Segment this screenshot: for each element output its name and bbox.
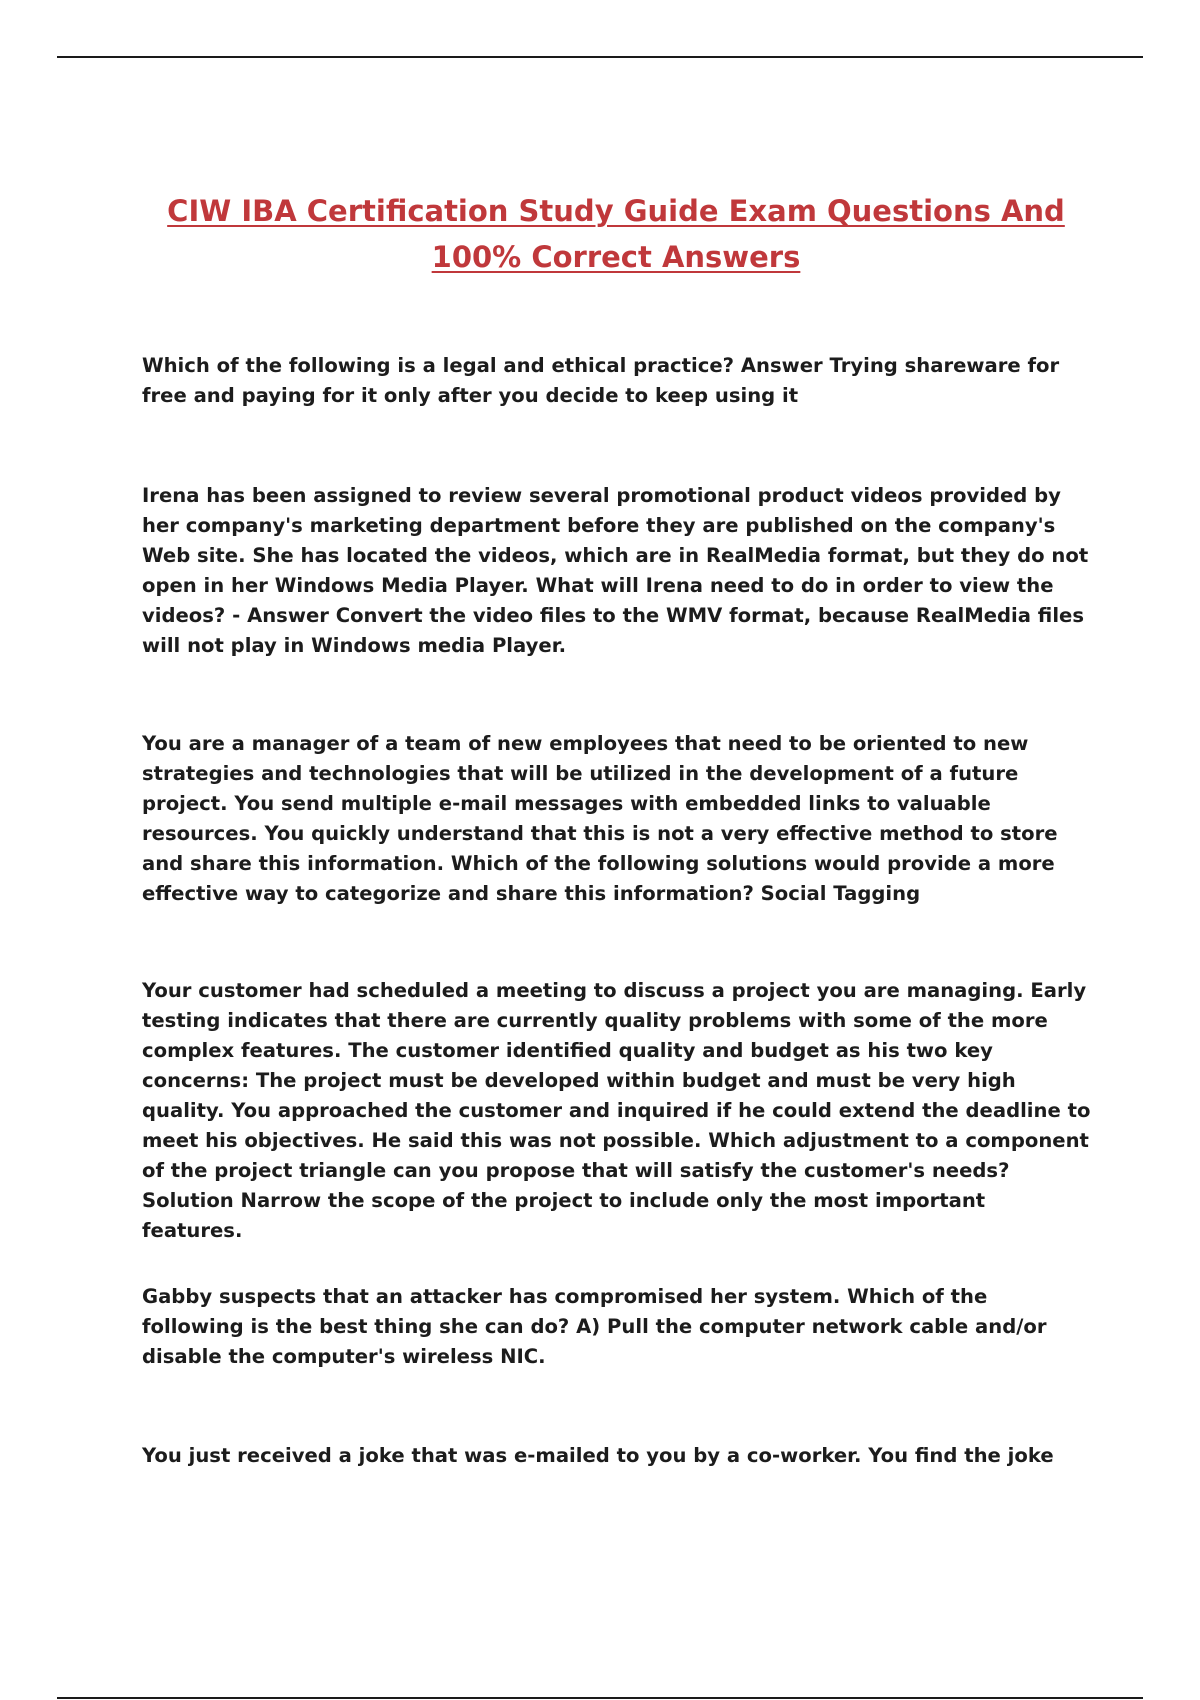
- question-answer-4: Your customer had scheduled a meeting to discuss a project you are managing. Early testing indicates that there are currently quality problems with some of the more complex features. The customer identified quality and budget as his two key concerns: The project must be developed within budget and must be very high quality. You approached the customer and inquired if he could extend the deadline to meet his objectives. He said this was not possible. Which adjustment to a component of the project triangle can you propose that will satisfy the customer's needs? Solution Narrow the scope of the project to include only the most important features.: [142, 979, 1091, 1242]
- bottom-rule: [57, 1697, 1143, 1699]
- question-answer-6: You just received a joke that was e-mailed to you by a co-worker. You find the joke: [142, 1444, 1054, 1467]
- question-answer-2: Irena has been assigned to review several promotional product videos provided by her company's marketing department before they are published on the company's Web site. She has located the videos, which are in RealMedia format, but they do not open in her Windows Media Player. What will Irena need to do in order to view the videos? - Answer Convert the video files to the WMV format, because RealMedia files will not play in Windows media Player.: [142, 484, 1089, 657]
- document-title: CIW IBA Certification Study Guide Exam Questions And 100% Correct Answers: [167, 194, 1065, 274]
- top-rule: [57, 56, 1143, 58]
- question-answer-3: You are a manager of a team of new employees that need to be oriented to new strategies and technologies that will be utilized in the development of a future project. You send multiple e-mail messages with embedded links to valuable resources. You quickly understand that this is not a very effective method to store and share this information. Which of the following solutions would provide a more effective way to categorize and share this information? Social Tagging: [142, 732, 1058, 905]
- question-answer-5: Gabby suspects that an attacker has compromised her system. Which of the following is the best thing she can do? A) Pull the computer network cable and/or disable the computer's wireless NIC.: [142, 1285, 1047, 1368]
- question-answer-1: Which of the following is a legal and ethical practice? Answer Trying shareware for free and paying for it only after you decide to keep using it: [142, 354, 1060, 407]
